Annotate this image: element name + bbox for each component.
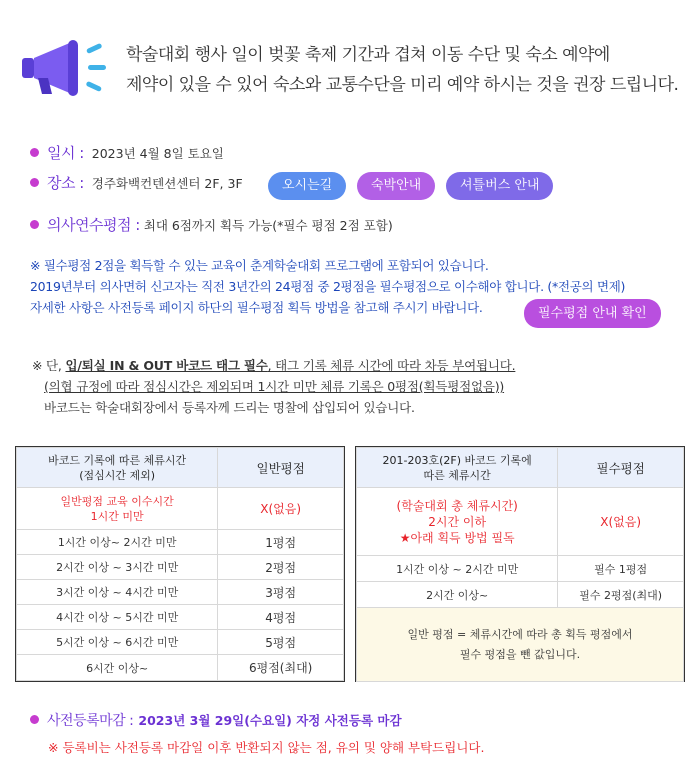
mandatory-line-1: ※ 필수평점 2점을 획득할 수 있는 교육이 춘계학술대회 프로그램에 포함되어 있습니다. — [30, 258, 489, 273]
credits-label: 의사연수평점 : — [47, 216, 140, 234]
date-value: 2023년 4월 8일 토요일 — [91, 146, 224, 161]
table-header: 일반평점 — [218, 448, 344, 488]
table-cell: 2시간 이상~ — [357, 582, 558, 608]
table-header: 바코드 기록에 따른 체류시간 (점심시간 제외) — [17, 448, 218, 488]
table-row — [17, 580, 344, 605]
table-cell: 4평점 — [218, 605, 344, 630]
barcode-suffix: , 태그 기록 체류 시간에 따라 차등 부여됩니다. — [267, 358, 516, 373]
table-cell: 6평점(최대) — [218, 655, 344, 681]
barcode-notice — [32, 355, 515, 418]
bullet-dot-icon — [30, 715, 39, 724]
barcode-strong: 입/퇴실 IN & OUT 바코드 태그 필수 — [65, 358, 268, 373]
bullet-dot-icon — [30, 220, 39, 229]
mandatory-line-2: 2019년부터 의사면허 신고자는 직전 3년간의 24평점 중 2평점을 필수평점으로 이수해야 합니다. (*전공의 면제) — [30, 279, 626, 294]
table-row — [17, 488, 344, 530]
prereg-refund-note: ※ 등록비는 사전등록 마감일 이후 반환되지 않는 점, 유의 및 양해 부탁드립니다. — [48, 740, 485, 755]
table-row — [357, 488, 684, 556]
shuttle-bus-button[interactable]: 셔틀버스 안내 — [446, 172, 553, 200]
table-row — [17, 555, 344, 580]
table-cell: 2시간 이상 ~ 3시간 미만 — [17, 555, 218, 580]
table-row — [357, 608, 684, 682]
table-cell: 1시간 이상~ 2시간 미만 — [17, 530, 218, 555]
barcode-prefix: ※ 단, — [32, 358, 66, 373]
table-row — [17, 530, 344, 555]
table-cell: 1평점 — [218, 530, 344, 555]
table-row — [17, 630, 344, 655]
credits-row — [30, 214, 393, 235]
table-row — [17, 605, 344, 630]
prereg-label: 사전등록마감 : — [47, 713, 134, 729]
notice-line-1: 학술대회 행사 일이 벚꽃 축제 기간과 겹쳐 이동 수단 및 숙소 예약에 — [126, 45, 610, 65]
table-cell: 6시간 이상~ — [17, 655, 218, 681]
notice-banner — [22, 36, 682, 106]
table-cell: 일반평점 교육 이수시간 1시간 미만 — [17, 488, 218, 530]
table-cell: 4시간 이상 ~ 5시간 미만 — [17, 605, 218, 630]
notice-text — [126, 40, 678, 100]
table-cell: 2평점 — [218, 555, 344, 580]
table-cell: X(없음) — [218, 488, 344, 530]
mandatory-credits-guide-button[interactable]: 필수평점 안내 확인 — [524, 299, 661, 328]
table-row — [357, 556, 684, 582]
prereg-row — [30, 710, 402, 730]
venue-label: 장소 : — [47, 174, 84, 192]
table-cell: 1시간 이상 ~ 2시간 미만 — [357, 556, 558, 582]
venue-value: 경주화백컨텐션센터 2F, 3F — [91, 176, 243, 191]
table-note: 일반 평점 = 체류시간에 따라 총 획득 평점에서 필수 평점을 뺀 값입니다. — [357, 608, 684, 682]
credits-value: 최대 6점까지 획득 가능(*필수 평점 2점 포함) — [143, 218, 393, 233]
table-cell: 필수 2평점(최대) — [558, 582, 684, 608]
mandatory-credits-table — [356, 447, 684, 682]
mandatory-line-3: 자세한 사항은 사전등록 페이지 하단의 필수평점 획득 방법을 참고해 주시기 바랍니다. — [30, 300, 483, 315]
barcode-line-2: (의협 규정에 따라 점심시간은 제외되며 1시간 미만 체류 기록은 0평점(획득평점없음)) — [44, 379, 505, 394]
bullet-dot-icon — [30, 178, 39, 187]
directions-button[interactable]: 오시는길 — [268, 172, 346, 200]
table-cell: 3평점 — [218, 580, 344, 605]
table-row — [17, 655, 344, 681]
megaphone-icon — [22, 38, 114, 96]
accommodation-button[interactable]: 숙박안내 — [357, 172, 435, 200]
table-cell: X(없음) — [558, 488, 684, 556]
table-cell: 필수 1평점 — [558, 556, 684, 582]
table-cell: (학술대회 총 체류시간) 2시간 이하 ★아래 획득 방법 필독 — [357, 488, 558, 556]
table-cell: 5평점 — [218, 630, 344, 655]
date-label: 일시 : — [47, 144, 84, 162]
notice-line-2: 제약이 있을 수 있어 숙소와 교통수단을 미리 예약 하시는 것을 권장 드립니다. — [126, 75, 679, 95]
date-row — [30, 142, 224, 163]
bullet-dot-icon — [30, 148, 39, 157]
table-header: 필수평점 — [558, 448, 684, 488]
table-cell: 5시간 이상 ~ 6시간 미만 — [17, 630, 218, 655]
venue-row — [30, 172, 243, 193]
barcode-line-3: 바코드는 학술대회장에서 등록자께 드리는 명찰에 삽입되어 있습니다. — [44, 400, 415, 415]
table-cell: 3시간 이상 ~ 4시간 미만 — [17, 580, 218, 605]
general-credits-table — [16, 447, 344, 681]
table-header: 201-203호(2F) 바코드 기록에 따른 체류시간 — [357, 448, 558, 488]
prereg-value: 2023년 3월 29일(수요일) 자정 사전등록 마감 — [138, 713, 402, 728]
table-row — [357, 582, 684, 608]
barcode-line-1 — [32, 355, 515, 376]
